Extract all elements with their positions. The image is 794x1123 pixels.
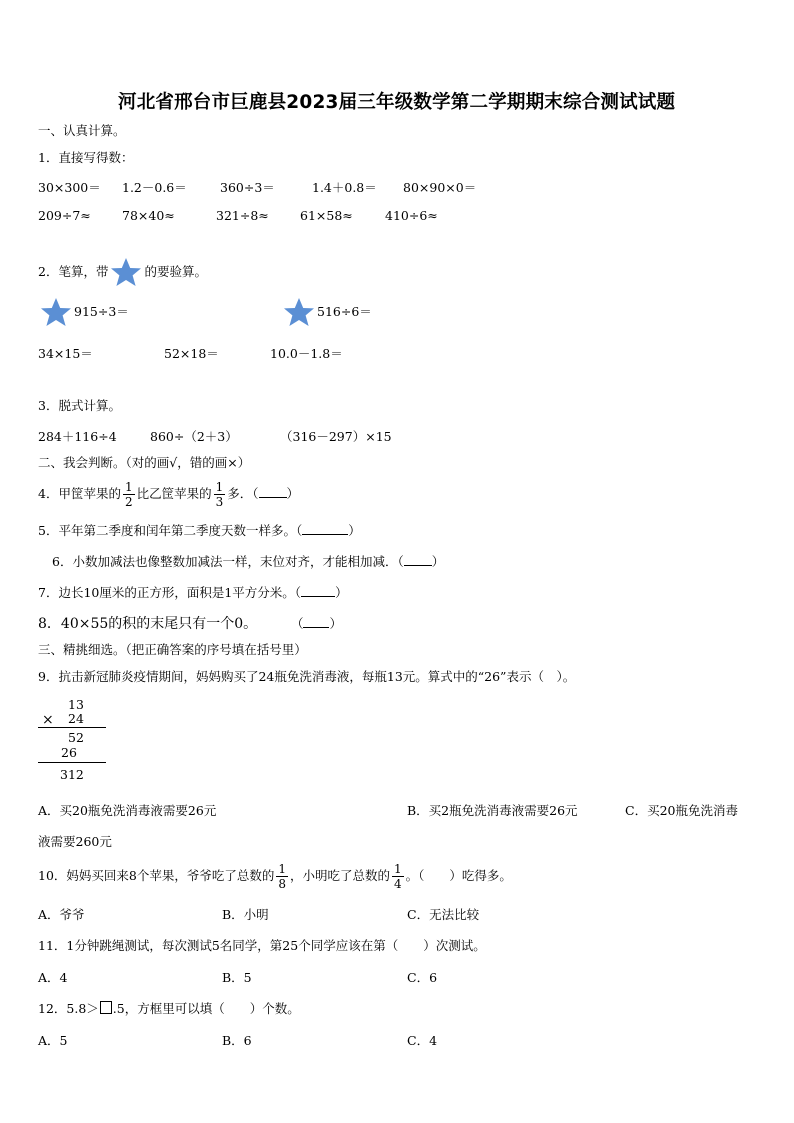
fraction-half xyxy=(123,480,135,509)
q2-item: 10.0－1.8＝ xyxy=(270,346,343,361)
q8 xyxy=(38,613,342,633)
fraction-denominator: 3 xyxy=(215,495,224,509)
q11-option-b[interactable]: B．5 xyxy=(222,970,252,985)
q10-option-b[interactable]: B．小明 xyxy=(222,907,269,922)
vm-rule xyxy=(38,762,106,763)
q1-item: 1.2－0.6＝ xyxy=(122,180,187,195)
q1-item: 78×40≈ xyxy=(122,208,175,223)
vm-top: 13 xyxy=(68,697,84,712)
q10-option-c[interactable]: C．无法比较 xyxy=(407,907,480,922)
vm-rule xyxy=(38,727,106,728)
q1-item: 30×300＝ xyxy=(38,180,101,195)
q1-item: 80×90×0＝ xyxy=(403,180,477,195)
q3-item: 284＋116÷4 xyxy=(38,429,117,444)
star-icon xyxy=(108,257,144,287)
q9-option-c[interactable]: C．买20瓶免洗消毒 xyxy=(625,803,738,818)
q2-item xyxy=(281,302,372,323)
q9-option-c-cont: 液需要260元 xyxy=(38,834,112,849)
vm-result: 312 xyxy=(60,767,84,782)
q1-label: 1．直接写得数： xyxy=(38,150,134,165)
q2-item xyxy=(38,302,129,323)
q7-close: ） xyxy=(335,585,348,600)
fraction-third xyxy=(214,480,226,509)
answer-blank[interactable] xyxy=(302,522,348,535)
fraction-denominator: 8 xyxy=(278,877,287,891)
q6-close: ） xyxy=(431,554,445,569)
q8-open: （ xyxy=(297,616,304,631)
q10 xyxy=(38,856,512,896)
q3-item: 860÷（2＋3） xyxy=(150,429,238,444)
q7 xyxy=(38,583,348,601)
q4-text-b: 比乙筐苹果的 xyxy=(136,486,212,501)
q5-close: ） xyxy=(348,523,361,538)
q2-label xyxy=(38,262,207,283)
star-icon xyxy=(281,297,317,327)
q1-item: 61×58≈ xyxy=(300,208,353,223)
q2-label-b: 的要验算。 xyxy=(144,264,207,279)
q2-item: 52×18＝ xyxy=(164,346,219,361)
vm-second: 24 xyxy=(68,711,84,726)
q12-text-b: .5，方框里可以填（ ）个数。 xyxy=(112,1001,300,1016)
q3-label: 3．脱式计算。 xyxy=(38,398,121,413)
q11-option-c[interactable]: C．6 xyxy=(407,970,438,985)
q2-item-text: 516÷6＝ xyxy=(317,304,372,319)
q12 xyxy=(38,999,300,1017)
fraction-denominator: 4 xyxy=(394,877,402,891)
q3-item: （316－297）×15 xyxy=(280,429,392,444)
vm-partial-1: 52 xyxy=(68,730,84,745)
q2-item: 34×15＝ xyxy=(38,346,93,361)
square-box xyxy=(100,1001,112,1014)
page-title: 河北省邢台市巨鹿县2023届三年级数学第二学期期末综合测试试题 xyxy=(118,92,676,113)
q4-text-d: ） xyxy=(286,486,300,501)
q2-label-a: 2．笔算，带 xyxy=(38,264,109,279)
q1-item: 1.4＋0.8＝ xyxy=(312,180,377,195)
fraction-numerator: 1 xyxy=(124,480,133,494)
answer-blank[interactable] xyxy=(404,553,432,566)
q11-option-a[interactable]: A．4 xyxy=(38,970,68,985)
q12-option-c[interactable]: C．4 xyxy=(407,1033,438,1048)
fraction-numerator: 1 xyxy=(215,480,224,494)
q8-text: 8．40×55的积的末尾只有一个0。 xyxy=(38,616,258,632)
q10-text-b: ，小明吃了总数的 xyxy=(290,868,391,883)
q5-text: 5．平年第二季度和闰年第二季度天数一样多。（ xyxy=(38,523,303,538)
q11-text: 11．1分钟跳绳测试，每次测试5名同学，第25个同学应该在第（ ）次测试。 xyxy=(38,938,486,953)
section-1-heading: 一、认真计算。 xyxy=(38,123,126,138)
q12-option-a[interactable]: A．5 xyxy=(38,1033,68,1048)
section-3-heading: 三、精挑细选。（把正确答案的序号填在括号里） xyxy=(38,642,307,657)
q4-text-a: 4．甲筐苹果的 xyxy=(38,486,121,501)
q5 xyxy=(38,521,361,539)
answer-blank[interactable] xyxy=(301,584,335,597)
q1-item: 360÷3＝ xyxy=(220,180,275,195)
vm-times-sign: × xyxy=(42,712,54,728)
fraction-eighth xyxy=(276,862,288,891)
q10-text-c: 。（ ）吃得多。 xyxy=(405,868,512,883)
q1-item: 209÷7≈ xyxy=(38,208,91,223)
q6 xyxy=(52,552,444,570)
q1-item: 410÷6≈ xyxy=(385,208,438,223)
fraction-numerator: 1 xyxy=(278,862,287,876)
q12-option-b[interactable]: B．6 xyxy=(222,1033,252,1048)
answer-blank[interactable] xyxy=(303,615,329,628)
q7-text: 7．边长10厘米的正方形，面积是1平方分米。（ xyxy=(38,585,302,600)
q4-text-c: 多．（ xyxy=(227,486,259,501)
q8-close: ） xyxy=(329,616,342,631)
q6-text: 6．小数加减法也像整数加减法一样，末位对齐，才能相加减．（ xyxy=(52,554,404,569)
q4 xyxy=(38,474,299,514)
fraction-quarter xyxy=(392,862,404,891)
q9-option-b[interactable]: B．买2瓶免洗消毒液需要26元 xyxy=(407,803,578,818)
answer-blank[interactable] xyxy=(259,485,287,498)
fraction-denominator: 2 xyxy=(124,495,133,509)
q1-item: 321÷8≈ xyxy=(216,208,269,223)
q9-option-a[interactable]: A．买20瓶免洗消毒液需要26元 xyxy=(38,803,217,818)
star-icon xyxy=(38,297,74,327)
fraction-numerator: 1 xyxy=(394,862,402,876)
section-2-heading: 二、我会判断。（对的画√，错的画×） xyxy=(38,455,251,470)
q10-text-a: 10．妈妈买回来8个苹果，爷爷吃了总数的 xyxy=(38,868,275,883)
q10-option-a[interactable]: A．爷爷 xyxy=(38,907,85,922)
vm-partial-2: 26 xyxy=(61,745,77,760)
q12-text-a: 12．5.8＞ xyxy=(38,1001,99,1016)
q2-item-text: 915÷3＝ xyxy=(74,304,129,319)
q9-text: 9．抗击新冠肺炎疫情期间，妈妈购买了24瓶免洗消毒液，每瓶13元。算式中的“26”表示（ ）。 xyxy=(38,669,576,684)
